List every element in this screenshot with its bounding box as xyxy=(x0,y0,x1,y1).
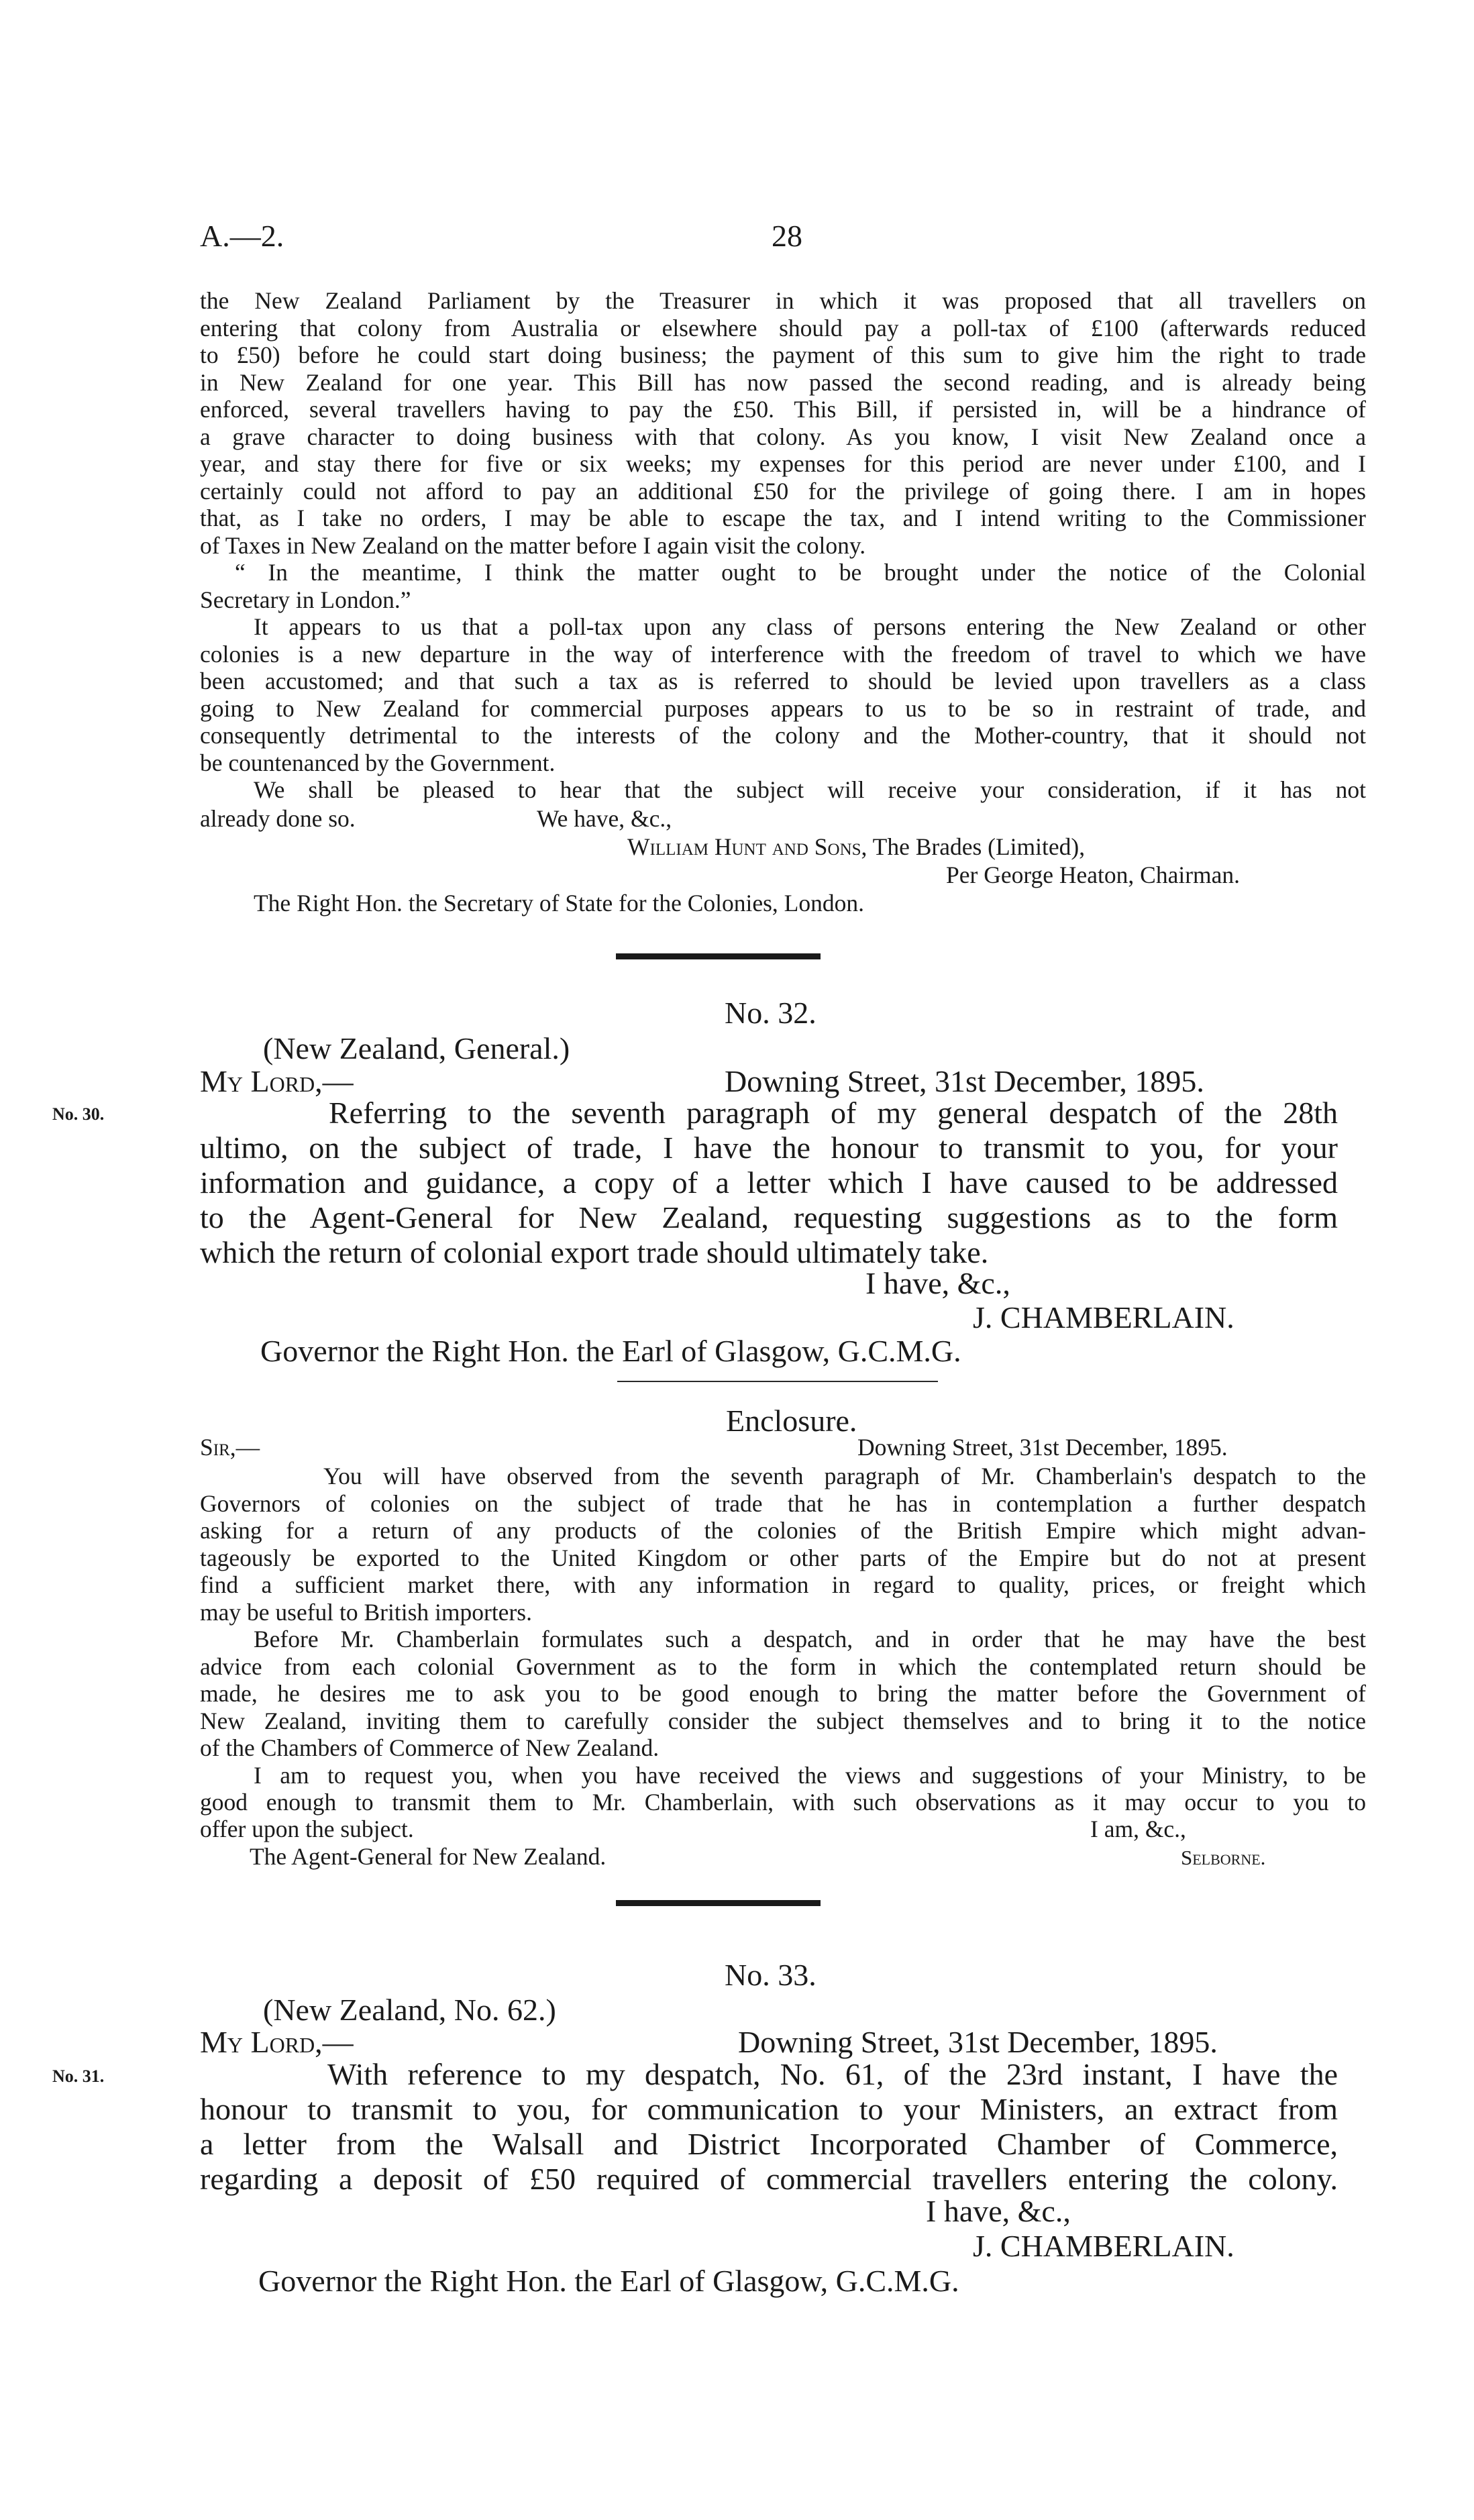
text-line: good enough to transmit them to Mr. Chamberlain, with such observations as it may occur to you to xyxy=(200,1789,1366,1816)
text-line: to the Agent-General for New Zealand, requesting suggestions as to the form xyxy=(200,1200,1338,1235)
text-line: consequently detrimental to the interests of the colony and the Mother-country, that it should not xyxy=(200,722,1366,749)
text-line: certainly could not afford to pay an additional £50 for the privilege of going there. I am in hopes xyxy=(200,477,1366,505)
despatch-body xyxy=(200,2057,1338,2197)
signer-name: William Hunt and Sons xyxy=(627,833,861,860)
text-line: that, as I take no orders, I may be able to escape the tax, and I intend writing to the Commissioner xyxy=(200,505,1366,531)
section-heading: Enclosure. xyxy=(726,1404,857,1438)
text-line: advice from each colonial Government as to the form in which the contemplated return should be xyxy=(200,1652,1366,1680)
text-line: of Taxes in New Zealand on the matter before I again visit the colony. xyxy=(200,531,866,559)
signer-line xyxy=(627,833,1085,861)
per-line: Per George Heaton, Chairman. xyxy=(946,861,1241,888)
text-line: entering that colony from Australia or elsewhere should pay a poll-tax of £100 (afterwards reduced xyxy=(200,314,1366,342)
text-line: year, and stay there for five or six weeks; my expenses for this period are never under £100, and I xyxy=(200,450,1366,477)
place-date: Downing Street, 31st December, 1895. xyxy=(857,1434,1228,1461)
text-line: ultimo, on the subject of trade, I have the honour to transmit to you, for your xyxy=(200,1131,1338,1165)
text-line: information and guidance, a copy of a letter which I have caused to be addressed xyxy=(200,1165,1338,1200)
text-line: Governors of colonies on the subject of trade that he has in contemplation a further despatch xyxy=(200,1489,1366,1517)
text-line: find a sufficient market there, with any information in regard to quality, prices, or freight which xyxy=(200,1571,1366,1598)
closing-left: offer upon the subject. xyxy=(200,1816,414,1842)
text-line: been accustomed; and that such a tax as is referred to should be levied upon travellers as a class xyxy=(200,668,1366,694)
text-line: made, he desires me to ask you to be good enough to bring the matter before the Government of xyxy=(200,1680,1366,1707)
addressee: Governor the Right Hon. the Earl of Glasgow, G.C.M.G. xyxy=(258,2264,959,2298)
text-line: colonies is a new departure in the way of interference with the freedom of travel to which we have xyxy=(200,640,1366,668)
salutation: Sir,— xyxy=(200,1434,260,1461)
margin-reference: No. 31. xyxy=(52,2066,105,2086)
salutation: My Lord,— xyxy=(200,1064,354,1098)
addressee: The Agent-General for New Zealand. xyxy=(250,1843,607,1870)
text-line: Before Mr. Chamberlain formulates such a despatch, and in order that he may have the best xyxy=(254,1626,1366,1652)
text-line: of the Chambers of Commerce of New Zealand. xyxy=(200,1734,660,1761)
text-line: honour to transmit to you, for communication to your Ministers, an extract from xyxy=(200,2092,1338,2126)
signature: Selborne. xyxy=(1181,1846,1266,1869)
section-subheading: (New Zealand, No. 62.) xyxy=(263,1993,556,2027)
text-line: “ In the meantime, I think the matter ought to be brought under the notice of the Colonial xyxy=(235,559,1366,586)
text-line: a grave character to doing business with that colony. As you know, I visit New Zealand once a xyxy=(200,423,1366,450)
text-line: the New Zealand Parliament by the Treasurer in which it was proposed that all travellers on xyxy=(200,287,1366,314)
divider xyxy=(617,1381,938,1382)
addressee: The Right Hon. the Secretary of State for the Colonies, London. xyxy=(254,890,864,916)
text-line: a letter from the Walsall and District Incorporated Chamber of Commerce, xyxy=(200,2127,1338,2161)
margin-reference: No. 30. xyxy=(52,1104,105,1124)
letter-continuation xyxy=(200,287,1366,804)
closing: I have, &c., xyxy=(926,2194,1071,2228)
text-line: to £50) before he could start doing business; the payment of this sum to give him the right to trade xyxy=(200,342,1366,368)
section-heading: No. 32. xyxy=(725,996,817,1030)
text-line: With reference to my despatch, No. 61, of the 23rd instant, I have the xyxy=(327,2057,1338,2091)
despatch-body xyxy=(200,1096,1338,1270)
salutation: My Lord,— xyxy=(200,2025,354,2059)
closing-left: already done so. xyxy=(200,805,356,832)
place-date: Downing Street, 31st December, 1895. xyxy=(738,2025,1218,2059)
closing-right: We have, &c., xyxy=(537,805,672,832)
text-line: in New Zealand for one year. This Bill has now passed the second reading, and is already being xyxy=(200,368,1366,396)
signer-rest: , The Brades (Limited), xyxy=(861,833,1086,860)
text-line: going to New Zealand for commercial purposes appears to us to be so in restraint of trade, and xyxy=(200,694,1366,722)
text-line: regarding a deposit of £50 required of commercial travellers entering the colony. xyxy=(200,2162,1338,2196)
closing: I have, &c., xyxy=(865,1266,1010,1300)
signature: J. CHAMBERLAIN. xyxy=(973,1300,1234,1334)
enclosure-body xyxy=(200,1463,1366,1816)
text-line: I am to request you, when you have received the views and suggestions of your Ministry, to be xyxy=(254,1761,1366,1789)
section-heading: No. 33. xyxy=(725,1958,817,1992)
section-divider xyxy=(616,1900,821,1906)
addressee: Governor the Right Hon. the Earl of Glasgow, G.C.M.G. xyxy=(260,1334,961,1368)
text-line: be countenanced by the Government. xyxy=(200,749,556,776)
text-line: We shall be pleased to hear that the subject will receive your consideration, if it has not xyxy=(254,776,1366,803)
text-line: Secretary in London.” xyxy=(200,586,411,613)
text-line: You will have observed from the seventh paragraph of Mr. Chamberlain's despatch to the xyxy=(323,1463,1366,1489)
text-line: tageously be exported to the United Kingdom or other parts of the Empire but do not at present xyxy=(200,1544,1366,1571)
section-subheading: (New Zealand, General.) xyxy=(263,1031,570,1065)
text-line: asking for a return of any products of the colonies of the British Empire which might advan- xyxy=(200,1517,1366,1544)
text-line: It appears to us that a poll-tax upon any class of persons entering the New Zealand or other xyxy=(254,613,1366,640)
text-line: may be useful to British importers. xyxy=(200,1598,532,1626)
text-line: Referring to the seventh paragraph of my general despatch of the 28th xyxy=(329,1096,1338,1130)
page-reference: A.—2. xyxy=(200,219,284,253)
section-divider xyxy=(616,953,821,959)
closing-right: I am, &c., xyxy=(1090,1816,1186,1842)
text-line: New Zealand, inviting them to carefully consider the subject themselves and to bring it to the notice xyxy=(200,1707,1366,1734)
page-number: 28 xyxy=(772,219,802,253)
place-date: Downing Street, 31st December, 1895. xyxy=(725,1064,1204,1098)
signature: J. CHAMBERLAIN. xyxy=(973,2229,1234,2263)
text-line: which the return of colonial export trade should ultimately take. xyxy=(200,1235,989,1269)
text-line: enforced, several travellers having to pay the £50. This Bill, if persisted in, will be a hindrance of xyxy=(200,396,1366,423)
